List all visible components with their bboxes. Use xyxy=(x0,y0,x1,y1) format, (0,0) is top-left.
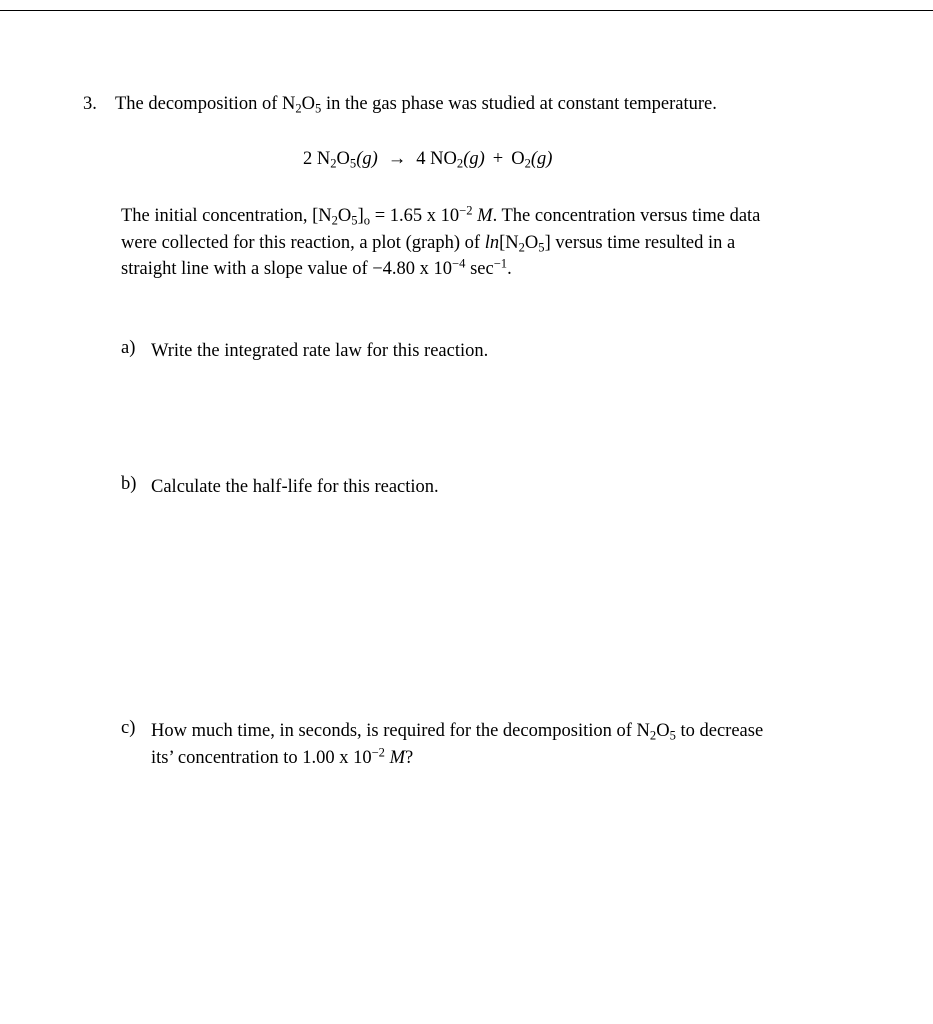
paragraph-line-2: were collected for this reaction, a plot (graph) of $\ln[N_2O_5]$ versus time resulted in a xyxy=(121,232,736,255)
part-c-line-1: How much time, in seconds, is required for the decomposition of $N_2O_5$ to decrease xyxy=(151,721,764,743)
part-a-text: Write the integrated rate law for this reaction. xyxy=(151,341,489,361)
reaction-arrow: → xyxy=(387,149,407,169)
paragraph-line-1: The initial concentration, $[N_2O_5]_o = 1.65$ x $10^{-2}$ M. The concentration versus time data xyxy=(121,203,761,228)
part-c-text xyxy=(151,718,763,771)
question-number: 3. xyxy=(83,94,97,114)
part-a-label: a) xyxy=(121,338,136,358)
problem-paragraph xyxy=(121,203,760,283)
part-c-label: c) xyxy=(121,718,136,738)
part-c-line-2: its’ concentration to 1.00 x $10^{-2}$ M? xyxy=(151,745,414,768)
part-b-text: Calculate the half-life for this reaction. xyxy=(151,477,439,497)
top-rule xyxy=(0,10,933,11)
part-b-label: b) xyxy=(121,474,137,494)
question-intro: The decomposition of $N_2O_5$ in the gas phase was studied at constant temperature. xyxy=(115,94,717,116)
reaction-equation: 2 $N_2O_5(g) \to 4$ $NO_2(g) + O_2(g)$ xyxy=(303,149,553,171)
paragraph-line-3: straight line with a slope value of −4.80 x $10^{-4}$ $\sec^{-1}$. xyxy=(121,256,512,279)
